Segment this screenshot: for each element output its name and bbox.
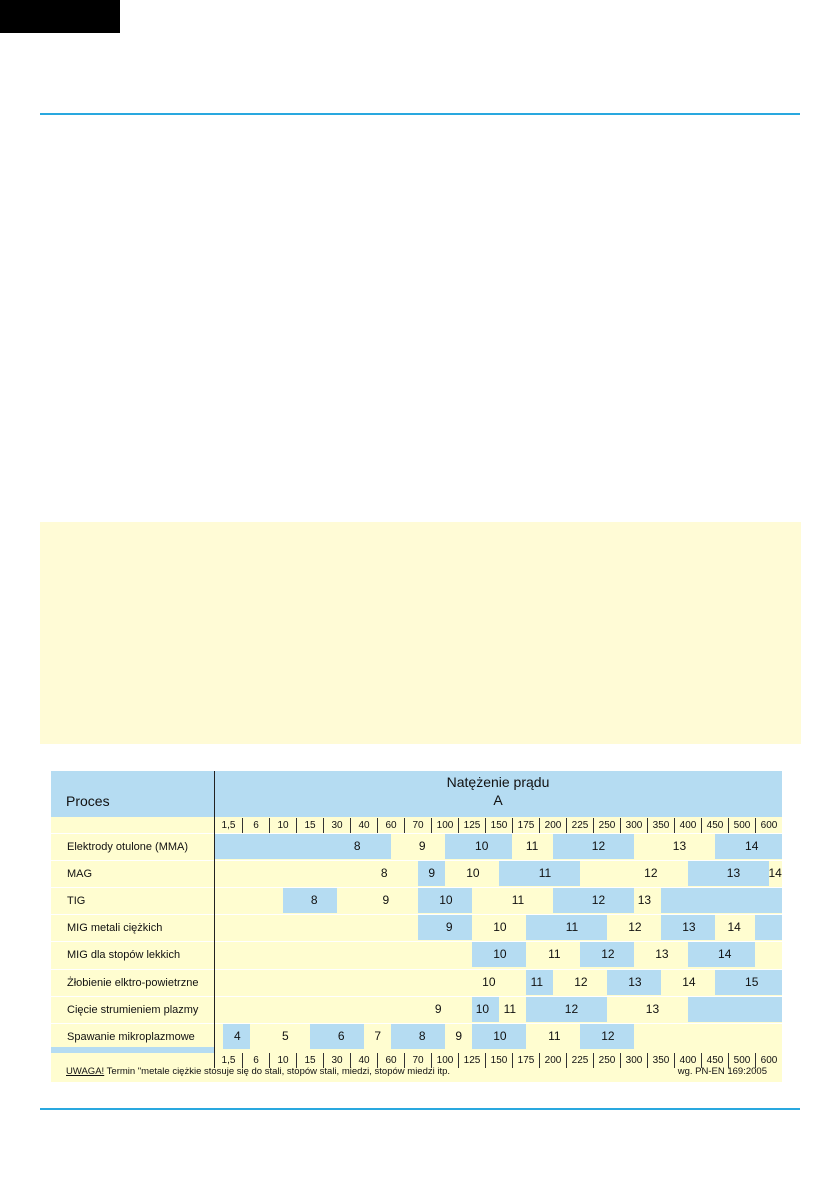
current-range-segment: 13: [688, 861, 769, 886]
current-range-segment: 9: [215, 997, 472, 1022]
current-range-segment: 14: [715, 915, 756, 940]
current-range-segment: 9: [391, 834, 445, 859]
current-range-segment: [634, 1024, 783, 1049]
current-range-segment: [215, 888, 283, 913]
scale-tick-label: 400: [674, 1053, 701, 1068]
scale-tick-label: 60: [377, 1053, 404, 1068]
current-range-segment: 10: [445, 834, 513, 859]
current-range-segment: 12: [580, 861, 688, 886]
current-range-segment: 13: [661, 915, 715, 940]
current-range-segment: 12: [553, 888, 634, 913]
scale-tick-label: 150: [485, 818, 512, 833]
current-range-segment: [215, 915, 418, 940]
current-range-segment: 12: [526, 997, 607, 1022]
current-range-segment: 10: [472, 942, 526, 967]
scale-tick-label: 1,5: [221, 1055, 236, 1066]
scale-tick-label: 60: [377, 818, 404, 833]
scale-tick-label: 400: [674, 818, 701, 833]
current-range-segment: 14: [769, 861, 783, 886]
scale-tick-label: 1,5: [221, 820, 236, 831]
scale-tick-label: 350: [647, 818, 674, 833]
process-label: TIG: [67, 895, 86, 908]
current-range-segment: 11: [526, 915, 607, 940]
current-range-segment: 13: [634, 888, 661, 913]
current-range-segment: 11: [512, 834, 553, 859]
scale-tick-label: 100: [431, 818, 458, 833]
current-range-segment: 11: [499, 861, 580, 886]
current-range-segment: 8: [391, 1024, 445, 1049]
current-range-segment: 10: [215, 970, 526, 995]
top-divider: [40, 113, 800, 115]
scale-tick-label: 15: [296, 818, 323, 833]
current-range-segment: 9: [337, 888, 418, 913]
note-warning: UWAGA!: [66, 1066, 105, 1077]
bottom-divider: [40, 1108, 800, 1110]
current-range-segment: 14: [688, 942, 756, 967]
scale-tick-label: 70: [404, 1053, 431, 1068]
current-range-segment: 13: [634, 942, 688, 967]
footer-strip: [51, 1047, 214, 1053]
header-black-tab: [0, 0, 120, 33]
scale-tick-label: 225: [566, 1053, 593, 1068]
current-range-segment: 12: [580, 942, 634, 967]
scale-tick-label: 450: [701, 818, 728, 833]
current-range-segment: 5: [250, 1024, 309, 1049]
current-range-segment: 9: [418, 915, 472, 940]
source-reference: wg. PN-EN 169:2005: [677, 1066, 767, 1077]
scale-tick-label: 600: [755, 1053, 782, 1068]
scale-tick-label: 125: [458, 1053, 485, 1068]
current-range-segment: 9: [445, 1024, 472, 1049]
current-range-segment: 14: [715, 834, 783, 859]
note-text: Termin "metale ciężkie stosuje się do stali, stopów stali, miedzi, stopów miedzi itp.: [104, 1066, 451, 1077]
current-range-segment: [661, 888, 783, 913]
scale-tick-label: 600: [755, 818, 782, 833]
scale-row-top: [215, 818, 782, 833]
process-label: Elektrody otulone (MMA): [67, 841, 189, 853]
current-range-segment: 13: [634, 834, 715, 859]
scale-tick-label: 6: [242, 818, 269, 833]
current-range-segment: [215, 942, 472, 967]
current-range-segment: 13: [607, 970, 661, 995]
scale-tick-label: 200: [539, 1053, 566, 1068]
current-range-segment: [755, 942, 782, 967]
scale-tick-label: 450: [701, 1053, 728, 1068]
scale-tick-label: 150: [485, 1053, 512, 1068]
scale-tick-label: 70: [404, 818, 431, 833]
current-range-segment: 11: [526, 970, 553, 995]
current-range-segment: 10: [472, 1024, 526, 1049]
current-unit: A: [493, 792, 503, 808]
current-range-segment: 6: [310, 1024, 364, 1049]
current-range-segment: 11: [472, 888, 553, 913]
scale-tick-label: 40: [350, 1053, 377, 1068]
note: [66, 1066, 450, 1077]
column-divider: [214, 771, 215, 1068]
process-column-header: Proces: [66, 793, 110, 809]
scale-tick-label: 300: [620, 1053, 647, 1068]
scale-tick-label: 30: [323, 818, 350, 833]
current-range-segment: 12: [580, 1024, 634, 1049]
current-range-segment: 10: [445, 861, 499, 886]
scale-tick-label: 175: [512, 818, 539, 833]
scale-tick-label: 200: [539, 818, 566, 833]
scale-tick-label: 100: [431, 1053, 458, 1068]
scale-tick-label: 500: [728, 1053, 755, 1068]
process-label: Cięcie strumieniem plazmy: [67, 1003, 199, 1016]
current-range-segment: 15: [715, 970, 783, 995]
current-range-segment: 11: [526, 942, 580, 967]
current-column-header: Natężenie prądu: [446, 774, 550, 790]
scale-tick-label: 10: [269, 1053, 296, 1068]
process-label: MAG: [67, 868, 93, 881]
current-range-segment: 10: [472, 997, 499, 1022]
current-range-segment: 10: [472, 915, 526, 940]
current-range-segment: 4: [223, 1024, 250, 1049]
current-range-segment: 11: [526, 1024, 580, 1049]
scale-tick-label: 15: [296, 1053, 323, 1068]
current-range-segment: 9: [418, 861, 445, 886]
process-label: MIG metali ciężkich: [67, 922, 163, 935]
process-label: Żłobienie elktro-powietrzne: [67, 976, 199, 989]
process-label: MIG dla stopów lekkich: [67, 949, 181, 962]
current-range-segment: 13: [607, 997, 688, 1022]
scale-tick-label: 350: [647, 1053, 674, 1068]
scale-tick-label: 30: [323, 1053, 350, 1068]
scale-tick-label: 6: [242, 1053, 269, 1068]
scale-tick-label: 10: [269, 818, 296, 833]
current-range-segment: 8: [283, 888, 337, 913]
current-range-segment: 12: [553, 970, 607, 995]
current-range-segment: [688, 997, 783, 1022]
current-range-segment: [755, 915, 782, 940]
scale-tick-label: 250: [593, 1053, 620, 1068]
scale-tick-label: 125: [458, 818, 485, 833]
current-range-segment: 8: [215, 861, 418, 886]
cream-panel: [40, 522, 801, 744]
current-range-segment: 12: [607, 915, 661, 940]
scale-tick-label: 225: [566, 818, 593, 833]
scale-tick-label: 175: [512, 1053, 539, 1068]
scale-tick-label: 500: [728, 818, 755, 833]
scale-tick-label: 300: [620, 818, 647, 833]
current-range-segment: [215, 1024, 223, 1049]
welding-current-table: [51, 771, 782, 1082]
current-range-segment: 10: [418, 888, 472, 913]
scale-tick-label: 40: [350, 818, 377, 833]
current-range-segment: 12: [553, 834, 634, 859]
process-label: Spawanie mikroplazmowe: [67, 1030, 195, 1043]
current-range-segment: 11: [499, 997, 526, 1022]
current-range-segment: 8: [215, 834, 391, 859]
scale-tick-label: 250: [593, 818, 620, 833]
current-range-segment: 7: [364, 1024, 391, 1049]
current-range-segment: 14: [661, 970, 715, 995]
